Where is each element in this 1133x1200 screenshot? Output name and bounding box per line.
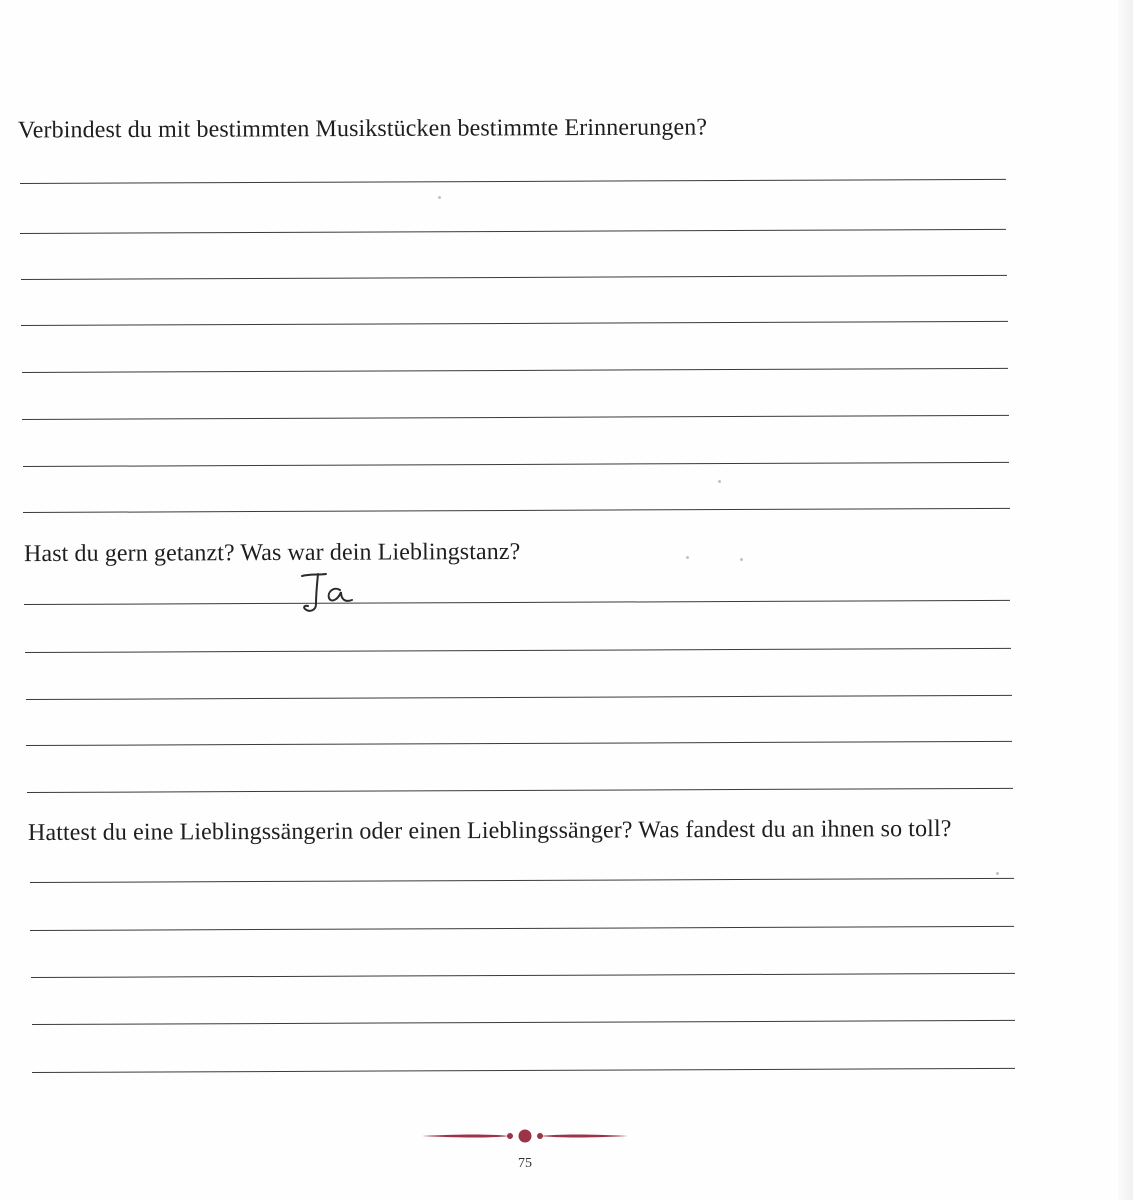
- scan-speck: [740, 558, 743, 561]
- scan-speck: [996, 872, 999, 875]
- question-music-memories: Verbindest du mit bestimmten Musikstücken bestimmte Erinnerungen?: [17, 114, 708, 144]
- answer-line: [32, 1068, 1015, 1073]
- answer-line: [30, 926, 1014, 931]
- question-favorite-singer: Hattest du eine Lieblingssängerin oder einen Lieblingssänger? Was fandest du an ihnen so toll?: [27, 815, 952, 847]
- answer-line: [20, 229, 1006, 234]
- answer-line: [21, 275, 1007, 280]
- answer-line: [32, 1020, 1015, 1025]
- scan-speck: [686, 556, 689, 559]
- scan-speck: [438, 196, 441, 199]
- handwritten-answer-ja: [296, 570, 366, 620]
- answer-line: [27, 788, 1013, 793]
- answer-line: [30, 878, 1014, 883]
- answer-line: [25, 648, 1011, 653]
- scan-speck: [718, 480, 721, 483]
- answer-line: [21, 321, 1008, 326]
- answer-line: [22, 368, 1008, 373]
- answer-line: [22, 415, 1009, 420]
- answer-line: [24, 600, 1010, 605]
- footer-ornament: [420, 1126, 630, 1146]
- answer-line: [26, 695, 1012, 700]
- answer-line: [31, 973, 1015, 978]
- answer-line: [20, 179, 1006, 184]
- answer-line: [23, 508, 1010, 513]
- answer-line: [23, 462, 1009, 467]
- page-number: 75: [518, 1156, 532, 1171]
- question-dancing: Hast du gern getanzt? Was war dein Lieblingstanz?: [23, 538, 521, 568]
- page-edge-shadow: [1118, 0, 1133, 1200]
- answer-line: [26, 741, 1012, 746]
